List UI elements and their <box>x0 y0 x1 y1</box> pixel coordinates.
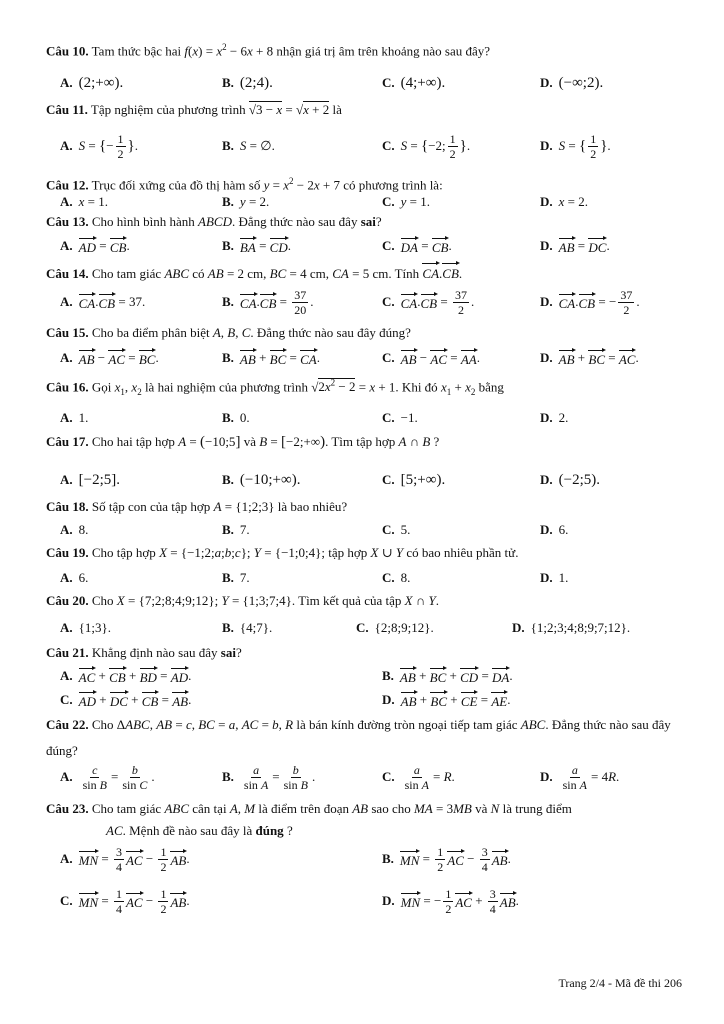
option-20-a[interactable]: A. {1;3}. <box>60 620 111 635</box>
options-21-cd <box>60 690 694 710</box>
options-23-ab <box>60 840 694 878</box>
option-20-d[interactable]: D. {1;2;3;4;8;9;7;12}. <box>512 620 631 635</box>
option-15-d[interactable]: D. AB + BC = AC . <box>540 350 639 367</box>
option-22-c[interactable]: C. $\frac{a}{\text{sin A}}$ = R . <box>382 762 455 792</box>
option-15-a[interactable]: A. AB − AC = BC . <box>60 350 159 367</box>
option-12-b[interactable]: B. y = 2. <box>222 194 270 209</box>
question-12: Câu 12. Trục đối xứng của đồ thị hàm số $y = x^2 - 2x + 7$ có phương trình là: <box>46 176 443 193</box>
option-10-d[interactable]: D. (−∞;2). <box>540 74 604 91</box>
option-11-b[interactable]: B. S = ∅. <box>222 138 275 153</box>
option-22-d[interactable]: D. $\frac{a}{\text{sin A}}$ = 4 R . <box>540 762 620 792</box>
options-10 <box>60 68 694 98</box>
options-15 <box>60 348 694 368</box>
question-22: Câu 22. Cho ΔABC, AB = c, BC = a, AC = b, R là bán kính đường tròn ngoại tiếp tam giác ABC. Đẳng thức nào sau đây đúng? <box>46 717 671 758</box>
option-18-d[interactable]: D. 6. <box>540 522 569 537</box>
option-21-a[interactable]: A. AC + CB + BD = AD . <box>60 668 192 685</box>
option-12-d[interactable]: D. x = 2. <box>540 194 589 209</box>
options-17 <box>60 465 694 495</box>
options-22 <box>60 758 694 796</box>
question-13: Câu 13. Cho hình bình hành ABCD. Đẳng thức nào sau đây sai? <box>46 214 382 229</box>
question-16: Câu 16. Gọi $x_1$, $x_2$ là hai nghiệm của phương trình $√2x^2 - 2 = x + 1$. Khi đó $x_1 + x_2$ bằng <box>46 378 504 397</box>
options-16 <box>60 408 694 428</box>
option-14-c[interactable]: C. CA . CB = $\frac{37}{2}$ . <box>382 287 475 317</box>
options-21-ab <box>60 666 694 686</box>
option-21-d[interactable]: D. AB + BC + CE = AE . <box>382 692 511 709</box>
question-14: Câu 14. Cho tam giác ABC có AB = 2 cm, BC = 4 cm, CA = 5 cm. Tính CA.CB. <box>46 262 694 283</box>
option-10-b[interactable]: B. (2;4). <box>222 74 273 91</box>
option-11-c[interactable]: C. S = { −2; $\frac{1}{2}$ } . <box>382 131 471 161</box>
option-16-c[interactable]: C. −1. <box>382 410 418 425</box>
option-16-b[interactable]: B. 0. <box>222 410 250 425</box>
option-13-c[interactable]: C. DA = CB . <box>382 238 452 255</box>
option-21-c[interactable]: C. AD + DC + CB = AB . <box>60 692 192 709</box>
options-14 <box>60 284 694 320</box>
option-18-b[interactable]: B. 7. <box>222 522 250 537</box>
option-11-a[interactable]: A. S = { − $\frac{1}{2}$ } . <box>60 131 138 161</box>
option-15-b[interactable]: B. AB + BC = CA . <box>222 350 320 367</box>
option-14-a[interactable]: A. CA . CB = 37. <box>60 294 146 311</box>
option-23-d[interactable]: D. MN = − $\frac{1}{2}$ AC + $\frac{3}{4}$ AB . <box>382 886 519 916</box>
option-17-c[interactable]: C. [5;+∞). <box>382 471 446 488</box>
options-23-cd <box>60 882 694 920</box>
option-19-a[interactable]: A. 6. <box>60 570 89 585</box>
option-15-c[interactable]: C. AB − AC = AA . <box>382 350 480 367</box>
option-23-b[interactable]: B. MN = $\frac{1}{2}$ AC − $\frac{3}{4}$ AB . <box>382 844 511 874</box>
option-19-d[interactable]: D. 1. <box>540 570 569 585</box>
option-23-a[interactable]: A. MN = $\frac{3}{4}$ AC − $\frac{1}{2}$ AB . <box>60 844 190 874</box>
page-footer: Trang 2/4 - Mã đề thi 206 <box>558 976 682 990</box>
question-18: Câu 18. Số tập con của tập hợp A = {1;2;3} là bao nhiêu? <box>46 499 348 514</box>
option-19-b[interactable]: B. 7. <box>222 570 250 585</box>
option-12-a[interactable]: A. x = 1. <box>60 194 109 209</box>
options-19 <box>60 568 694 588</box>
option-13-b[interactable]: B. BA = CD . <box>222 238 291 255</box>
question-23: Câu 23. Cho tam giác ABC cân tại A, M là điểm trên đoạn AB sao cho MA = 3MB và N là trung điểm <box>46 801 572 816</box>
option-17-a[interactable]: A. [−2;5]. <box>60 471 121 488</box>
options-12 <box>60 192 694 212</box>
option-13-a[interactable]: A. AD = CB . <box>60 238 130 255</box>
option-16-d[interactable]: D. 2. <box>540 410 569 425</box>
option-10-c[interactable]: C. (4;+∞). <box>382 74 446 91</box>
option-11-d[interactable]: D. S = { $\frac{1}{2}$ } . <box>540 131 611 161</box>
question-11: Câu 11. Tập nghiệm của phương trình √3 − x = √x + 2 là <box>46 102 342 117</box>
question-15: Câu 15. Cho ba điểm phân biệt A, B, C. Đẳng thức nào sau đây đúng? <box>46 325 411 340</box>
question-21: Câu 21. Khẳng định nào sau đây sai? <box>46 645 242 660</box>
option-10-a[interactable]: A. (2;+∞). <box>60 74 124 91</box>
options-13 <box>60 236 694 256</box>
question-23-cont: AC. Mệnh đề nào sau đây là đúng ? <box>106 823 293 838</box>
option-20-c[interactable]: C. {2;8;9;12}. <box>356 620 434 635</box>
option-14-b[interactable]: B. CA . CB = $\frac{37}{20}$ . <box>222 287 314 317</box>
option-21-b[interactable]: B. AB + BC + CD = DA . <box>382 668 513 685</box>
question-10: Câu 10. Tam thức bậc hai $f(x) = x^2 - 6x + 8$ nhận giá trị âm trên khoảng nào sau đây? <box>46 42 491 59</box>
options-20 <box>60 618 694 638</box>
option-17-b[interactable]: B. (−10;+∞). <box>222 471 301 488</box>
option-13-d[interactable]: D. AB = DC . <box>540 238 610 255</box>
option-14-d[interactable]: D. CA . CB = − $\frac{37}{2}$ . <box>540 287 640 317</box>
option-17-d[interactable]: D. (−2;5). <box>540 471 601 488</box>
option-18-a[interactable]: A. 8. <box>60 522 89 537</box>
question-19: Câu 19. Cho tập hợp X = {−1;2;a;b;c}; Y = {−1;0;4}; tập hợp X ∪ Y có bao nhiêu phần tử. <box>46 545 519 560</box>
options-18 <box>60 520 694 540</box>
option-20-b[interactable]: B. {4;7}. <box>222 620 273 635</box>
question-20: Câu 20. Cho X = {7;2;8;4;9;12}; Y = {1;3;7;4}. Tìm kết quả của tập X ∩ Y. <box>46 593 439 608</box>
question-17: Câu 17. Cho hai tập hợp A = (−10;5] và B = [−2;+∞). Tìm tập hợp A ∩ B ? <box>46 434 440 450</box>
option-23-c[interactable]: C. MN = $\frac{1}{4}$ AC − $\frac{1}{2}$ AB . <box>60 886 190 916</box>
options-11 <box>60 128 694 164</box>
option-22-b[interactable]: B. $\frac{a}{\text{sin A}}$ = $\frac{b}{\text{sin B}}$ . <box>222 762 316 792</box>
option-12-c[interactable]: C. y = 1. <box>382 194 431 209</box>
option-22-a[interactable]: A. $\frac{c}{\text{sin B}}$ = $\frac{b}{\text{sin C}}$ . <box>60 762 155 792</box>
option-16-a[interactable]: A. 1. <box>60 410 89 425</box>
option-19-c[interactable]: C. 8. <box>382 570 411 585</box>
option-18-c[interactable]: C. 5. <box>382 522 411 537</box>
